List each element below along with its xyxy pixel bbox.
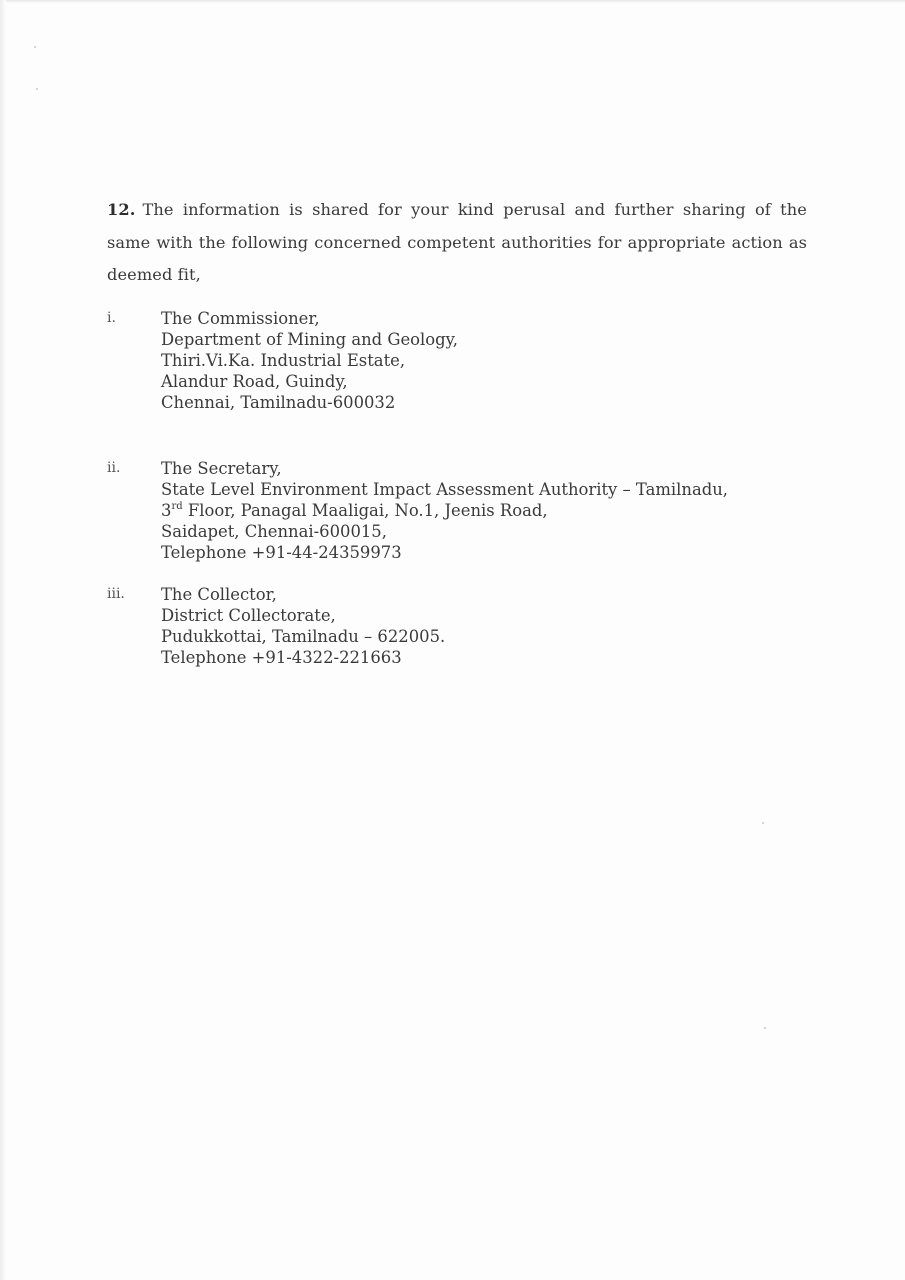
address-line: Pudukkottai, Tamilnadu – 622005. <box>161 627 446 646</box>
recipient-address <box>161 458 728 563</box>
list-marker: iii. <box>107 586 125 602</box>
address-line: District Collectorate, <box>161 606 336 625</box>
list-marker: ii. <box>107 460 121 476</box>
recipient-title: The Commissioner, <box>161 309 320 328</box>
scan-left-edge <box>0 0 6 1280</box>
address-line: Alandur Road, Guindy, <box>161 372 348 391</box>
address-line: Department of Mining and Geology, <box>161 330 458 349</box>
recipient-title: The Collector, <box>161 585 277 604</box>
floor-address: Floor, Panagal Maaligai, No.1, Jeenis Road, <box>187 501 548 520</box>
address-line: Saidapet, Chennai-600015, <box>161 522 387 541</box>
paragraph-12 <box>107 194 807 292</box>
telephone-line: Telephone +91-44-24359973 <box>161 543 402 562</box>
list-marker: i. <box>107 310 116 326</box>
scan-speck <box>36 88 38 90</box>
floor-number: 3 <box>161 501 172 520</box>
recipient-address <box>161 584 445 668</box>
scan-speck <box>34 46 36 48</box>
paragraph-text: The information is shared for your kind perusal and further sharing of the same with the following concerned competent authorities for appropriate action as deemed fit, <box>107 200 807 284</box>
scan-speck <box>764 1027 766 1029</box>
scan-speck <box>762 822 764 824</box>
address-line: Thiri.Vi.Ka. Industrial Estate, <box>161 351 406 370</box>
scan-top-edge <box>0 0 905 3</box>
address-line: State Level Environment Impact Assessment Authority – Tamilnadu, <box>161 480 728 499</box>
floor-suffix: rd <box>171 500 183 512</box>
address-line: Chennai, Tamilnadu-600032 <box>161 393 396 412</box>
telephone-line: Telephone +91-4322-221663 <box>161 648 402 667</box>
address-line <box>161 500 728 521</box>
paragraph-number: 12. <box>107 200 136 219</box>
recipient-title: The Secretary, <box>161 459 282 478</box>
recipient-address <box>161 308 458 413</box>
